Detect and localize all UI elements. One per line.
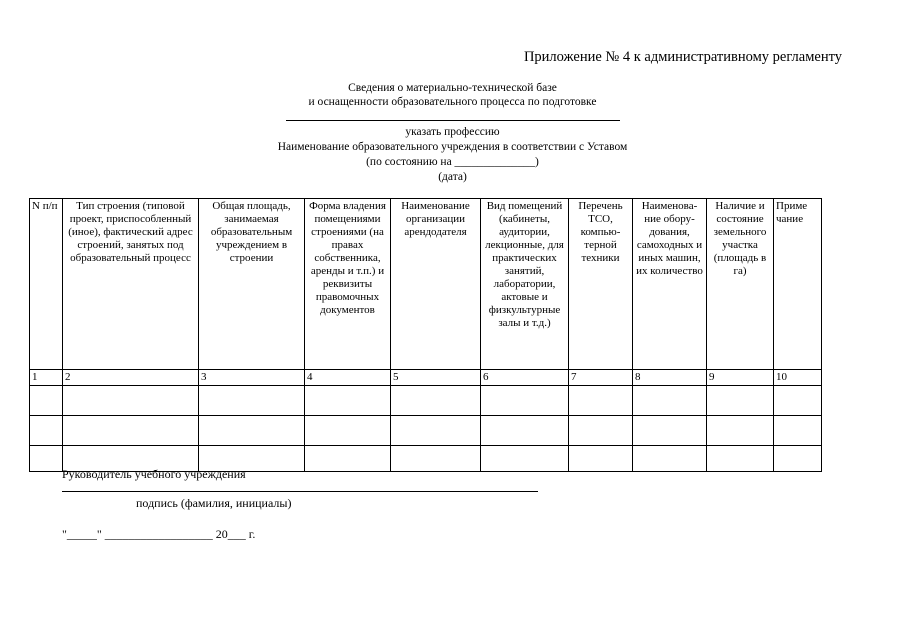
empty-cell[interactable] [481, 416, 569, 446]
empty-cell[interactable] [305, 416, 391, 446]
empty-cell[interactable] [707, 386, 774, 416]
column-numbers-row [30, 370, 822, 386]
empty-cell[interactable] [569, 446, 633, 472]
date-hint: (дата) [438, 171, 467, 183]
col-header-9: Наличие и состояние земельного участка (площадь в га) [707, 199, 774, 370]
col-number: 7 [569, 370, 633, 386]
empty-cell[interactable] [633, 416, 707, 446]
col-number: 1 [30, 370, 63, 386]
table-row [30, 416, 822, 446]
empty-cell[interactable] [391, 386, 481, 416]
empty-cell[interactable] [30, 416, 63, 446]
table-row [30, 386, 822, 416]
empty-cell[interactable] [63, 386, 199, 416]
empty-cell[interactable] [633, 386, 707, 416]
empty-cell[interactable] [30, 386, 63, 416]
institution-hint: Наименование образовательного учреждения в соответствии с Уставом [277, 141, 628, 153]
empty-cell[interactable] [707, 446, 774, 472]
empty-cell[interactable] [774, 416, 822, 446]
col-header-2: Тип строения (типовой проект, приспособленный (иное), фактический адрес строений, занятых под образовательный процесс [63, 199, 199, 370]
empty-cell[interactable] [63, 416, 199, 446]
col-header-7: Перечень ТСО, компью- терной техники [569, 199, 633, 370]
title-line-1: Сведения о материально-технической базе [348, 82, 557, 94]
col-number: 9 [707, 370, 774, 386]
empty-cell[interactable] [569, 386, 633, 416]
as-of-date: (по состоянию на ______________) [366, 156, 539, 168]
empty-cell[interactable] [391, 416, 481, 446]
col-header-4: Форма владения помещениями строениями (на правах собственника, аренды и т.п.) и реквизиты правомочных документов [305, 199, 391, 370]
col-number: 10 [774, 370, 822, 386]
col-number: 4 [305, 370, 391, 386]
col-header-1: N п/п [30, 199, 63, 370]
signature-line [62, 491, 538, 492]
col-header-5: Наименование организации арендодателя [391, 199, 481, 370]
empty-cell[interactable] [774, 446, 822, 472]
col-number: 5 [391, 370, 481, 386]
signature-caption: подпись (фамилия, инициалы) [136, 496, 292, 510]
date-field: "_____" __________________ 20___ г. [62, 527, 256, 541]
facilities-table [29, 198, 822, 472]
col-number: 8 [633, 370, 707, 386]
empty-cell[interactable] [199, 386, 305, 416]
empty-cell[interactable] [481, 386, 569, 416]
col-number: 2 [63, 370, 199, 386]
empty-cell[interactable] [30, 446, 63, 472]
appendix-note: Приложение № 4 к административному регламенту [523, 49, 842, 65]
empty-cell[interactable] [199, 416, 305, 446]
empty-cell[interactable] [774, 386, 822, 416]
table-header-row [30, 199, 822, 370]
empty-cell[interactable] [481, 446, 569, 472]
empty-cell[interactable] [569, 416, 633, 446]
col-header-6: Вид помещений (кабинеты, аудитории, лекционные, для практических занятий, лаборатории, актовые и физкультурные залы и т.д.) [481, 199, 569, 370]
head-of-institution-label: Руководитель учебного учреждения [62, 467, 246, 481]
empty-cell[interactable] [305, 386, 391, 416]
col-header-10: Приме чание [774, 199, 822, 370]
title-line-2: и оснащенности образовательного процесса по подготовке [308, 96, 597, 108]
profession-hint: указать профессию [405, 126, 500, 138]
col-number: 6 [481, 370, 569, 386]
profession-underline [286, 120, 620, 121]
empty-cell[interactable] [633, 446, 707, 472]
empty-cell[interactable] [305, 446, 391, 472]
col-header-3: Общая площадь, занимаемая образовательным учреждением в строении [199, 199, 305, 370]
empty-cell[interactable] [391, 446, 481, 472]
empty-cell[interactable] [707, 416, 774, 446]
col-header-8: Наименова- ние обору- дования, самоходных и иных машин, их количество [633, 199, 707, 370]
col-number: 3 [199, 370, 305, 386]
